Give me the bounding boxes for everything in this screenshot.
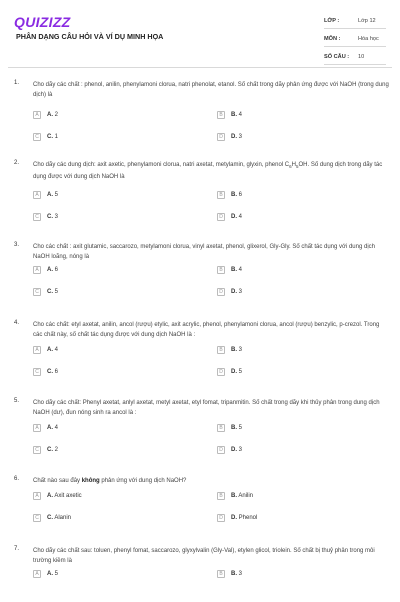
option-label: A. [47,112,53,118]
option-a[interactable] [33,190,58,200]
option-text: 5 [238,425,243,431]
question-7 [0,542,400,602]
option-a[interactable] [33,345,58,355]
emphasis-not: không [81,478,100,484]
option-text: 5 [238,369,243,375]
option-letter-box: D [217,446,225,454]
option-text: 3 [238,571,243,577]
option-label: D. [231,214,237,220]
question-6 [0,472,400,542]
option-label: B. [231,493,237,499]
option-d[interactable] [217,212,242,222]
meta-table [324,14,386,68]
question-text: Cho các chất : axit glutamic, saccarozo, metylamoni clorua, vinyl axetat, phenol, glixerol, Gly-Gly. Số chất tác dụng với dung dịch NaOH loãng, nóng là [33,244,375,260]
option-text: 3 [238,347,243,353]
question-2 [0,156,400,238]
quizizz-logo: QUIZIZZ [14,14,71,30]
option-b[interactable] [217,190,242,200]
option-c[interactable] [33,513,71,523]
question-text: Cho dãy các chất: Phenyl axetat, anlyl axetat, metyl axetat, etyl fomat, tripanmitin. Số chất trong dãy khi thủy phân trong dung dịch NaOH (dư), đun nóng sinh ra ancol là : [33,400,380,416]
option-b[interactable] [217,569,242,579]
option-letter-box: D [217,288,225,296]
option-text: 6 [54,267,59,273]
option-label: A. [47,192,53,198]
option-letter-box: C [33,446,41,454]
option-d[interactable] [217,367,242,377]
option-text: 2 [54,112,59,118]
option-b[interactable] [217,491,253,501]
option-text: 3 [54,214,59,220]
option-text: 4 [238,267,243,273]
question-4 [0,316,400,394]
option-label: B. [231,347,237,353]
option-text: Alanin [54,515,72,521]
question-text: Cho dãy các chất : phenol, anilin, phenylamoni clorua, natri phenolat, etanol. Số chất trong dãy phản ứng được với NaOH (trong dung dịch) là [33,82,389,98]
option-label: B. [231,112,237,118]
option-letter-box: A [33,346,41,354]
option-letter-box: D [217,514,225,522]
option-text: 1 [54,134,59,140]
option-label: D. [231,369,237,375]
option-a[interactable] [33,569,58,579]
question-number: 6. [14,476,20,482]
option-b[interactable] [217,345,242,355]
meta-value: Lớp 12 [358,18,376,24]
option-letter-box: A [33,492,41,500]
option-text: 4 [54,425,59,431]
option-b[interactable] [217,265,242,275]
option-label: A. [47,493,53,499]
option-text: Anilin [238,493,254,499]
option-letter-box: B [217,266,225,274]
option-letter-box: B [217,191,225,199]
option-letter-box: C [33,368,41,376]
option-a[interactable] [33,110,58,120]
meta-value: 10 [358,54,365,60]
question-text: Chất nào sau đây không phản ứng với dung dịch NaOH? [33,478,187,484]
question-list [0,76,400,602]
option-c[interactable] [33,132,58,142]
meta-key: LỚP : [324,18,340,24]
option-label: C. [47,369,53,375]
option-label: C. [47,515,53,521]
question-number: 7. [14,546,20,552]
option-label: A. [47,571,53,577]
option-text: 6 [238,192,243,198]
option-text: 3 [238,134,243,140]
option-text: 4 [238,214,243,220]
option-b[interactable] [217,423,242,433]
option-text: 3 [238,289,243,295]
question-text: Cho các chất: etyl axetat, anilin, ancol (rượu) etylic, axit acrylic, phenol, phenylamoni clorua, ancol (rượu) benzylic, p-crezol. Trong các chất này, số chất tác dụng được với dung dịch NaOH là : [33,322,380,338]
option-letter-box: A [33,570,41,578]
option-letter-box: A [33,266,41,274]
question-1 [0,76,400,156]
option-letter-box: B [217,570,225,578]
document-title: PHÂN DẠNG CÂU HỎI VÀ VÍ DỤ MINH HỌA [16,32,164,41]
option-letter-box: D [217,133,225,141]
question-number: 1. [14,80,20,86]
option-label: B. [231,425,237,431]
option-label: B. [231,267,237,273]
option-letter-box: C [33,213,41,221]
option-label: C. [47,134,53,140]
option-letter-box: D [217,368,225,376]
meta-value: Hóa học [358,36,379,42]
option-d[interactable] [217,132,242,142]
option-text: 4 [238,112,243,118]
option-d[interactable] [217,513,257,523]
option-label: C. [47,214,53,220]
question-text: Cho dãy các dung dịch: axit axetic, phenylamoni clorua, natri axetat, metylamin, glyxin, phenol $C_6H_5OH$. Số dung dịch trong dãy tác dụng được với dung dịch NaOH là [33,162,383,181]
option-text: 4 [54,347,59,353]
option-text: 5 [54,192,59,198]
question-3 [0,238,400,316]
question-number: 4. [14,320,20,326]
option-a[interactable] [33,423,58,433]
option-label: D. [231,134,237,140]
meta-row-subject [324,32,386,47]
option-letter-box: D [217,213,225,221]
option-text: 5 [54,571,59,577]
option-a[interactable] [33,265,58,275]
option-letter-box: B [217,346,225,354]
option-letter-box: C [33,514,41,522]
option-letter-box: B [217,424,225,432]
option-label: A. [47,425,53,431]
option-label: B. [231,571,237,577]
question-text: Cho dãy các chất sau: toluen, phenyl fomat, saccarozo, glyxylvalin (Gly-Val), etylen glicol, triolein. Số chất bị thuỷ phân trong môi trường kiềm là [33,548,375,564]
option-text: Axit axetic [54,493,82,499]
option-label: D. [231,289,237,295]
option-letter-box: A [33,424,41,432]
option-b[interactable] [217,110,242,120]
option-text: 3 [238,447,243,453]
option-c[interactable] [33,445,58,455]
option-label: D. [231,447,237,453]
option-letter-box: A [33,111,41,119]
option-label: D. [231,515,237,521]
option-text: 5 [54,289,59,295]
option-letter-box: B [217,111,225,119]
option-label: A. [47,267,53,273]
option-c[interactable] [33,287,58,297]
option-letter-box: C [33,288,41,296]
option-label: C. [47,289,53,295]
meta-row-question-count [324,50,386,65]
option-d[interactable] [217,445,242,455]
meta-key: SỐ CÂU : [324,54,350,60]
option-letter-box: C [33,133,41,141]
question-number: 3. [14,242,20,248]
meta-key: MÔN : [324,36,341,42]
option-c[interactable] [33,212,58,222]
option-letter-box: A [33,191,41,199]
question-number: 2. [14,160,20,166]
question-5 [0,394,400,472]
option-letter-box: B [217,492,225,500]
option-d[interactable] [217,287,242,297]
header-divider [8,67,392,68]
option-label: B. [231,192,237,198]
option-text: 6 [54,369,59,375]
option-label: C. [47,447,53,453]
option-label: A. [47,347,53,353]
option-c[interactable] [33,367,58,377]
option-a[interactable] [33,491,82,501]
option-text: Phenol [238,515,258,521]
meta-row-grade [324,14,386,29]
option-text: 2 [54,447,59,453]
question-number: 5. [14,398,20,404]
